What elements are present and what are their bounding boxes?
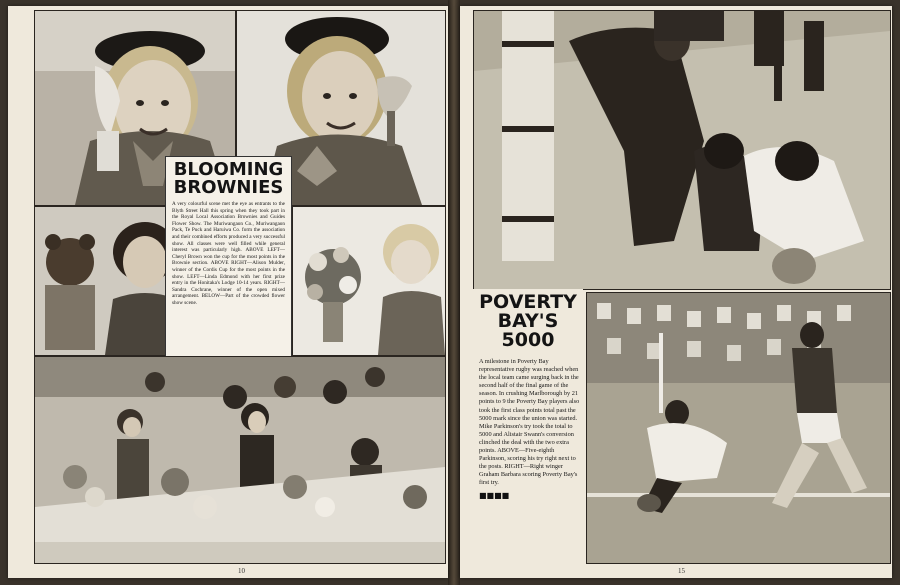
poverty-headline-line2: BAY'S — [497, 310, 559, 332]
brownies-body-text: A very colourful scene met the eye as entrants to the Blyth Street Hall this spring when they took part in the Royal Local Association Brownies and Guides Flower Show. The Muriwangaon Co., Muriwangaon Pack, Te Puck and Haruiwa Co. form the association and their combined efforts produced a very successful show. All classes were well filled while general interest was particularly high. ABOVE LEFT—Cheryl Brown won the cup for the most points in the Brownie section. ABOVE RIGHT—Alison Mulder, winner of the Cordis Cup for the most points in the show. LEFT—Linda Edmond with her first prize entry in the Honitaka's Lodge 10-14 years. RIGHT—Sandra Cochrane, winner of the open mixed arrangement. BELOW—Part of the crowded flower show scene. — [172, 201, 285, 306]
poverty-headline-line1: POVERTY — [479, 291, 577, 313]
right-page-number: 15 — [678, 567, 685, 575]
poverty-bay-story-box — [473, 289, 583, 564]
photo-parkinson-try-near-posts — [473, 10, 891, 290]
photo-flower-show-crowd — [34, 356, 446, 564]
brownies-headline-line1: BLOOMING — [173, 159, 284, 180]
brownies-story-box — [165, 156, 292, 358]
right-page — [460, 6, 892, 578]
photo-flower-arrangement-winner — [292, 206, 446, 356]
poverty-body-text: A milestone in Poverty Bay representative rugby was reached when the local team came surging back in the second half of the final game of the season. In crushing Marlborough by 21 points to 9 the Poverty Bay players also took the first class points total past the 5000 mark since the union was started. Mike Parkinson's try took the total to 5000 and Alistair Swann's conversion clinched the deal with the two extra points. ABOVE—Five-eighth Parkinson, scoring his try right next to the posts. RIGHT—Right winger Graham Barbara scoring Poverty Bay's first try. — [479, 358, 580, 487]
end-of-story-marker: ■■■■ — [479, 490, 510, 500]
spine-gutter — [448, 0, 460, 585]
photo-barbara-scoring-try — [586, 292, 891, 564]
left-page — [8, 6, 448, 578]
poverty-headline-line3: 5000 — [501, 329, 555, 351]
photo-brownie-with-teddy — [34, 206, 186, 356]
brownies-headline-line2: BROWNIES — [173, 177, 284, 198]
left-page-number: 10 — [238, 567, 245, 575]
